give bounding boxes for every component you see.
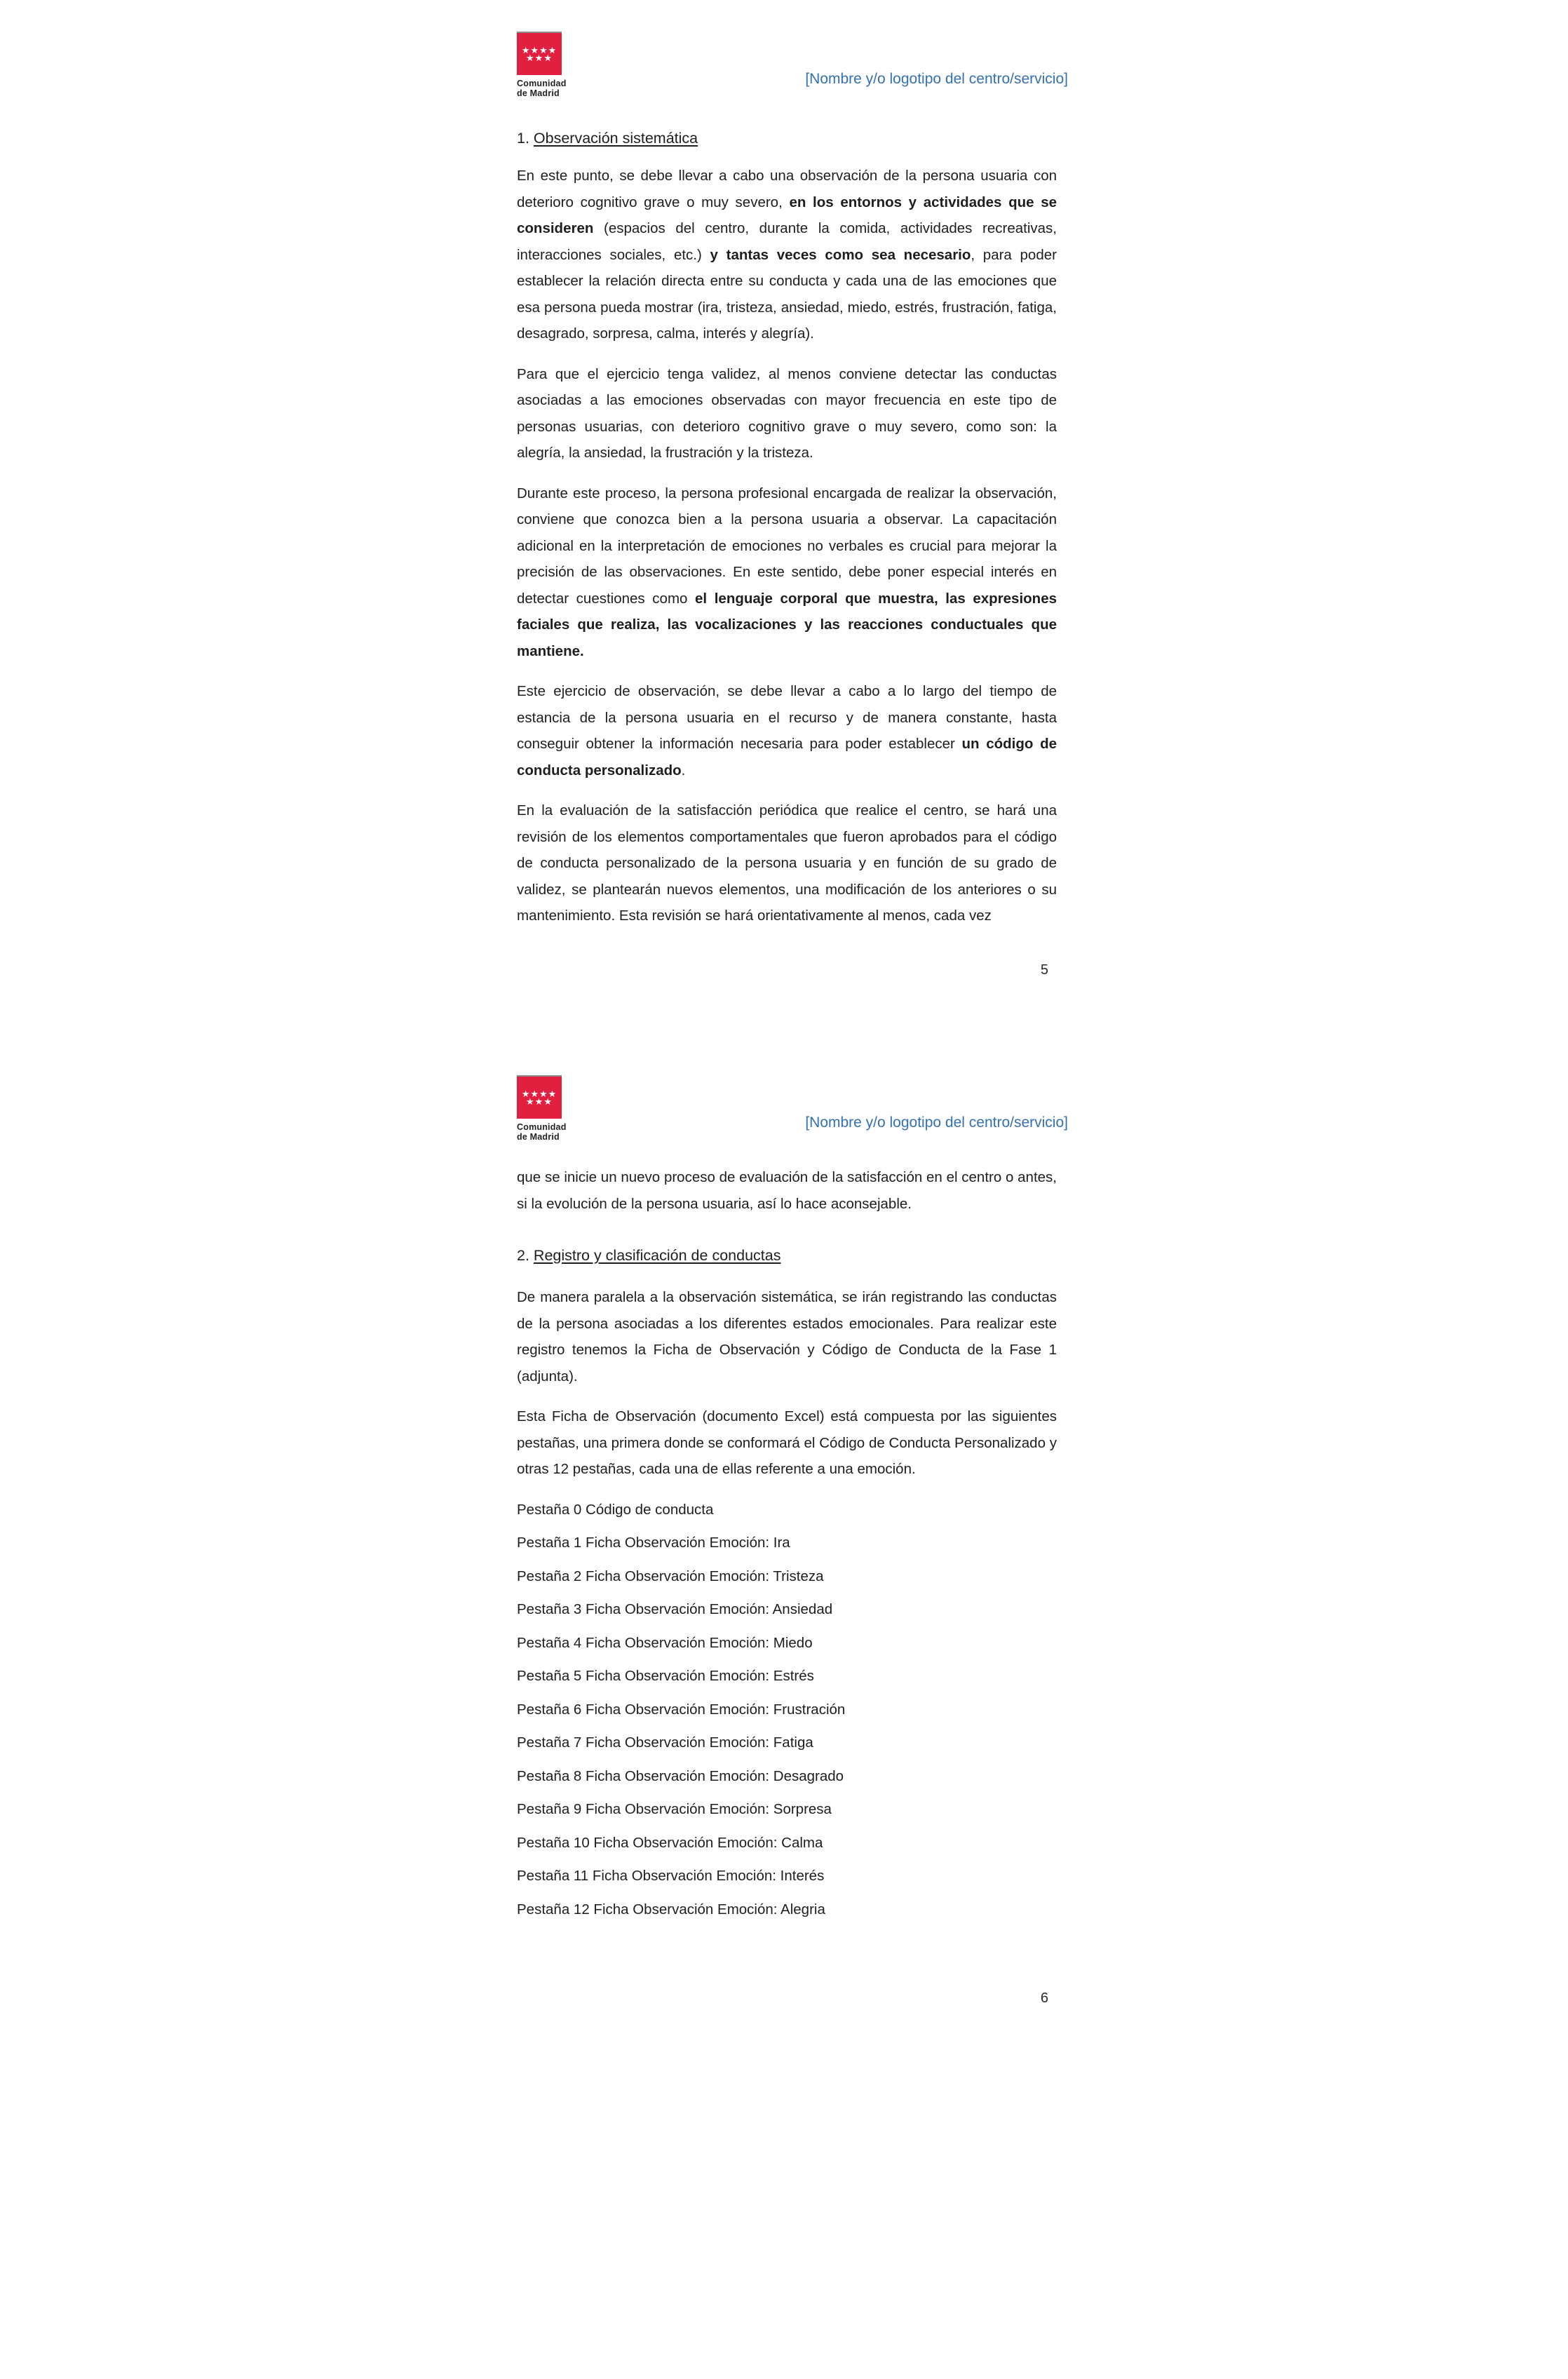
list-item-tab: Pestaña 1 Ficha Observación Emoción: Ira: [517, 1535, 790, 1551]
list-item-tab: Pestaña 12 Ficha Observación Emoción: Alegria: [517, 1901, 825, 1918]
flag-stars-row-icon: ★★★: [526, 52, 553, 63]
document-page-1: [517, 32, 1068, 980]
list-item-tab: Pestaña 8 Ficha Observación Emoción: Desagrado: [517, 1767, 844, 1784]
logo-caption-line: de Madrid: [517, 1131, 560, 1142]
section-title: Registro y clasificación de conductas: [533, 1247, 781, 1264]
paragraph: [517, 361, 1057, 466]
bold-text-segment: en los entornos y actividades que se consideren: [517, 194, 1057, 236]
text-segment: , para poder establecer la relación directa entre su conducta y cada una de las emociones que esa persona pueda mostrar (ira, tristeza, ansiedad, miedo, estrés, frustración, fatiga, desagrado, sorpresa, calma, interés y alegría).: [517, 246, 1057, 342]
text-segment: .: [681, 762, 686, 779]
logo-caption: [517, 79, 567, 98]
section-heading-1: [517, 128, 1057, 149]
page-header: [517, 32, 1068, 98]
logo-caption-line: Comunidad: [517, 79, 567, 88]
paragraph: [517, 480, 1057, 665]
comunidad-de-madrid-logo: [517, 32, 567, 98]
flag-stars-row-icon: ★★★: [526, 1096, 553, 1107]
logo-caption-line: de Madrid: [517, 88, 560, 98]
text-segment: (espacios del centro, durante la comida, actividades recreativas, interacciones sociales, etc.): [517, 220, 1057, 263]
paragraph: [517, 1403, 1057, 1483]
madrid-flag-icon: [517, 1075, 562, 1119]
header-placeholder-text: [Nombre y/o logotipo del centro/servicio]: [805, 71, 1068, 87]
header-placeholder-text: [Nombre y/o logotipo del centro/servicio]: [805, 1114, 1068, 1131]
list-item-tab: Pestaña 7 Ficha Observación Emoción: Fatiga: [517, 1734, 813, 1751]
paragraph: [517, 797, 1057, 929]
page-number: 6: [1040, 1990, 1048, 2006]
logo-caption: [517, 1123, 567, 1142]
list-item-tab: Pestaña 4 Ficha Observación Emoción: Miedo: [517, 1634, 813, 1651]
section-number: 2.: [517, 1247, 529, 1264]
list-item-tab: Pestaña 9 Ficha Observación Emoción: Sorpresa: [517, 1801, 832, 1817]
list-item-tab: Pestaña 6 Ficha Observación Emoción: Frustración: [517, 1701, 846, 1718]
text-segment: Esta Ficha de Observación (documento Excel) está compuesta por las siguientes pestañas, una primera donde se conformará el Código de Conducta Personalizado y otras 12 pestañas, cada una de ellas referente a una emoción.: [517, 1408, 1057, 1477]
list-item-tab: Pestaña 3 Ficha Observación Emoción: Ansiedad: [517, 1601, 833, 1617]
text-segment: Para que el ejercicio tenga validez, al menos conviene detectar las conductas asociadas a las emociones observadas con mayor frecuencia en este tipo de personas usuarias, con deterioro cognitivo grave o muy severo, como son: la alegría, la ansiedad, la frustración y la tristeza.: [517, 365, 1057, 461]
list-item-tab: Pestaña 11 Ficha Observación Emoción: Interés: [517, 1868, 825, 1884]
bold-text-segment: un código de conducta personalizado: [517, 736, 1057, 779]
text-segment: Este ejercicio de observación, se debe llevar a cabo a lo largo del tiempo de estancia de la persona usuaria en el recurso y de manera constante, hasta conseguir obtener la información necesaria para poder establecer: [517, 683, 1057, 752]
text-segment: En este punto, se debe llevar a cabo una observación de la persona usuaria con deterioro cognitivo grave o muy severo,: [517, 168, 1057, 210]
list-item-tab: Pestaña 2 Ficha Observación Emoción: Tristeza: [517, 1568, 824, 1584]
logo-caption-line: Comunidad: [517, 1122, 567, 1132]
madrid-flag-icon: [517, 32, 562, 75]
section-heading-2: [517, 1245, 1057, 1266]
list-item-tab: Pestaña 0 Código de conducta: [517, 1501, 714, 1518]
text-segment: que se inicie un nuevo proceso de evaluación de la satisfacción en el centro o antes, si la evolución de la persona usuaria, así lo hace aconsejable.: [517, 1169, 1057, 1212]
bold-text-segment: el lenguaje corporal que muestra, las expresiones faciales que realiza, las vocalizaciones y las reacciones conductuales que mantiene.: [517, 590, 1057, 659]
page-number: 5: [1040, 962, 1048, 978]
comunidad-de-madrid-logo: [517, 1075, 567, 1142]
paragraph: [517, 1284, 1057, 1389]
flag-stars-row-icon: ★★★★: [521, 1088, 557, 1099]
section-number: 1.: [517, 130, 529, 147]
paragraph: [517, 1164, 1057, 1217]
text-segment: En la evaluación de la satisfacción periódica que realice el centro, se hará una revisión de los elementos comportamentales que fueron aprobados para el código de conducta personalizado de la persona usuaria y en función de su grado de validez, se plantearán nuevos elementos, una modificación de los anteriores o su mantenimiento. Esta revisión se hará orientativamente al menos, cada vez: [517, 802, 1057, 924]
document-page-2: [517, 1075, 1068, 2008]
list-item-tab: Pestaña 10 Ficha Observación Emoción: Calma: [517, 1834, 823, 1851]
flag-stars-row-icon: ★★★★: [521, 44, 557, 55]
bold-text-segment: y tantas veces como sea necesario: [710, 246, 971, 263]
text-segment: De manera paralela a la observación sistemática, se irán registrando las conductas de la persona asociadas a los diferentes estados emocionales. Para realizar este registro tenemos la Ficha de Observación y Código de Conducta de la Fase 1 (adjunta).: [517, 1289, 1057, 1384]
text-segment: Durante este proceso, la persona profesional encargada de realizar la observación, conviene que conozca bien a la persona usuaria a observar. La capacitación adicional en la interpretación de emociones no verbales es crucial para mejorar la precisión de las observaciones. En este sentido, debe poner especial interés en detectar cuestiones como: [517, 485, 1057, 607]
section-title: Observación sistemática: [533, 130, 698, 147]
page-header: [517, 1075, 1068, 1142]
paragraph: [517, 678, 1057, 783]
paragraph: [517, 163, 1057, 347]
list-item-tab: Pestaña 5 Ficha Observación Emoción: Estrés: [517, 1668, 814, 1684]
